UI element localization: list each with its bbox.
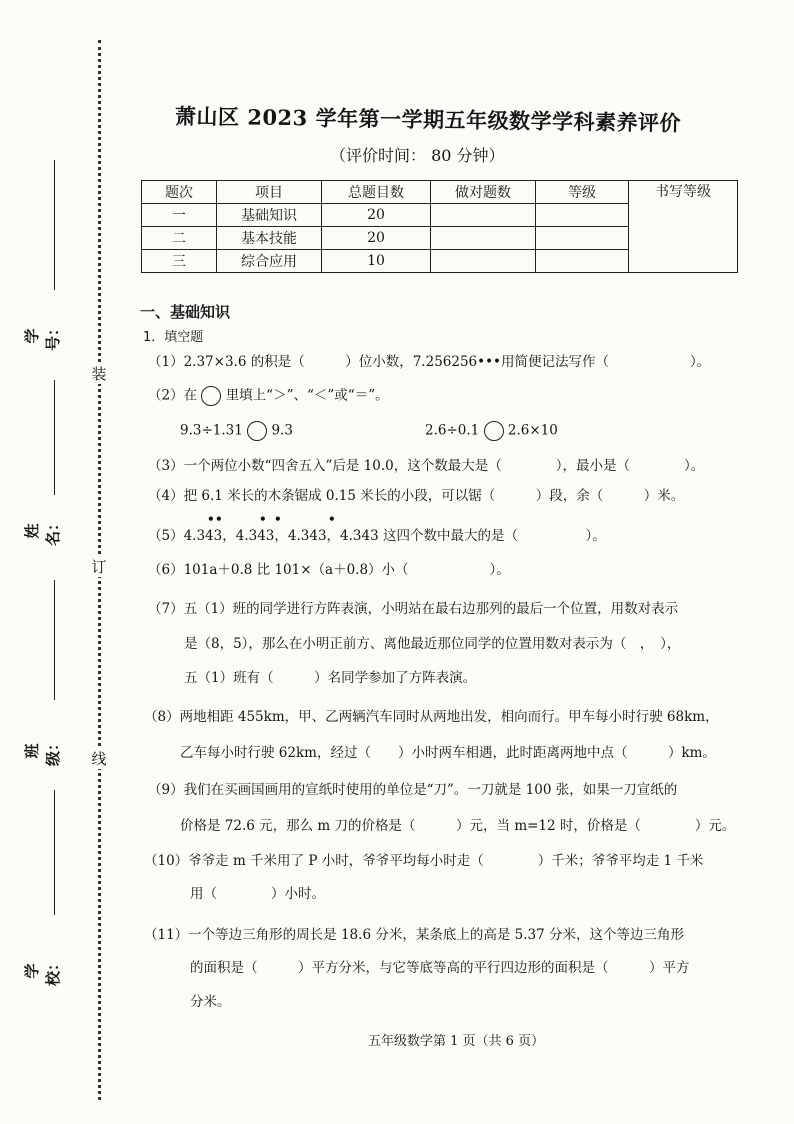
header-cell: 题次 — [142, 181, 217, 204]
header-cell: 总题目数 — [322, 181, 431, 204]
class-label: 班级： — [23, 736, 62, 767]
question-2-intro — [148, 386, 389, 406]
correct-count-cell[interactable] — [431, 227, 536, 250]
correct-count-cell[interactable] — [431, 204, 536, 227]
question-2-intro-a: （2）在 — [148, 387, 198, 404]
student-id-line[interactable] — [54, 160, 55, 290]
exam-duration: （评价时间： 80 分钟） — [330, 146, 505, 165]
grade-cell[interactable] — [536, 250, 629, 273]
school-line[interactable] — [54, 790, 55, 915]
name-label: 姓名： — [23, 516, 62, 547]
class-line[interactable] — [54, 580, 55, 700]
row-total: 20 — [322, 204, 431, 227]
binding-char-xian: 线 — [88, 748, 110, 769]
q2b-left: 2.6÷0.1 — [425, 422, 480, 439]
header-cell: 等级 — [536, 181, 629, 204]
question-3: （3）一个两位小数“四舍五入”后是 10.0，这个数最大是（ ），最小是（ ）。 — [148, 458, 705, 474]
grade-cell[interactable] — [536, 227, 629, 250]
row-item: 基本技能 — [217, 227, 322, 250]
row-item: 综合应用 — [217, 250, 322, 273]
row-total: 20 — [322, 227, 431, 250]
score-table-header-row — [142, 181, 738, 204]
header-cell: 书写等级 — [655, 184, 711, 200]
question-10-line2: 用（ ）小时。 — [190, 886, 325, 902]
grade-cell[interactable] — [536, 204, 629, 227]
question-5: （5）4.343，4.343，4.343，4.343 这四个数中最大的是（ ）。 — [148, 528, 606, 544]
row-total: 10 — [322, 250, 431, 273]
question-10-line1: （10）爷爷走 m 千米用了 P 小时，爷爷平均每小时走（ ）千米；爷爷平均走 1 千米 — [144, 853, 704, 869]
compare-circle-a[interactable] — [247, 421, 267, 441]
question-11-line2: 的面积是（ ）平方分米，与它等底等高的平行四边形的面积是（ ）平方 — [190, 960, 690, 976]
question-7-line3: 五（1）班有（ ）名同学参加了方阵表演。 — [184, 670, 477, 686]
correct-count-cell[interactable] — [431, 250, 536, 273]
question-11-line1: （11）一个等边三角形的周长是 18.6 分米，某条底上的高是 5.37 分米，这个等边三角形 — [144, 927, 684, 943]
question-2-a — [180, 421, 293, 441]
row-index: 三 — [142, 250, 217, 273]
section-title: 一、基础知识 — [140, 303, 231, 321]
question-7-line1: （7）五（1）班的同学进行方阵表演，小明站在最右边那列的最后一个位置，用数对表示 — [148, 601, 679, 617]
repeating-dot: • — [207, 512, 215, 526]
binding-char-zhuang: 装 — [88, 363, 110, 384]
repeating-dot: • — [215, 512, 223, 526]
page-title: 萧山区 2023 学年第一学期五年级数学学科素养评价 — [174, 103, 682, 136]
question-11-line3: 分米。 — [190, 994, 231, 1010]
question-4: （4）把 6.1 米长的木条锯成 0.15 米长的小段，可以锯（ ）段，余（ ）米。 — [148, 488, 685, 504]
question-1: （1）2.37×3.6 的积是（ ）位小数，7.256256•••用简便记法写作（ ）。 — [148, 354, 711, 370]
question-8-line1: （8）两地相距 455km，甲、乙两辆汽车同时从两地出发，相向而行。甲车每小时行驶 68km， — [144, 709, 719, 725]
repeating-dot: • — [328, 512, 336, 526]
question-2-intro-b: 里填上“＞”、“＜”或“＝”。 — [225, 387, 389, 404]
score-table — [141, 180, 738, 273]
q2a-left: 9.3÷1.31 — [180, 422, 243, 439]
row-index: 一 — [142, 204, 217, 227]
student-id-label: 学号： — [23, 321, 62, 352]
question-6: （6）101a＋0.8 比 101×（a＋0.8）小（ ）。 — [148, 562, 510, 578]
question-2-b — [425, 421, 558, 441]
school-label: 学校： — [23, 956, 62, 987]
header-cell: 项目 — [217, 181, 322, 204]
section-subtitle: 1．填空题 — [143, 330, 204, 345]
question-9-line1: （9）我们在买画国画用的宣纸时使用的单位是“刀”。一刀就是 100 张，如果一刀宣纸的 — [148, 782, 678, 798]
repeating-dot: • — [259, 512, 267, 526]
q2a-right: 9.3 — [271, 422, 293, 439]
name-line[interactable] — [54, 380, 55, 495]
binding-char-ding: 订 — [88, 556, 110, 577]
question-7-line2: 是（8，5），那么在小明正前方、离他最近那位同学的位置用数对表示为（ ， ）， — [184, 636, 681, 652]
handwriting-grade-cell[interactable] — [629, 181, 738, 273]
q2b-right: 2.6×10 — [507, 422, 558, 439]
row-item: 基础知识 — [217, 204, 322, 227]
row-index: 二 — [142, 227, 217, 250]
compare-circle-b[interactable] — [484, 421, 504, 441]
compare-circle — [201, 386, 221, 406]
header-cell: 做对题数 — [431, 181, 536, 204]
question-8-line2: 乙车每小时行驶 62km，经过（ ）小时两车相遇，此时距离两地中点（ ）km。 — [180, 745, 716, 761]
page-footer: 五年级数学第 1 页（共 6 页） — [368, 1034, 545, 1049]
question-9-line2: 价格是 72.6 元，那么 m 刀的价格是（ ）元，当 m=12 时，价格是（ ）元。 — [180, 818, 736, 834]
repeating-dot: • — [274, 512, 282, 526]
